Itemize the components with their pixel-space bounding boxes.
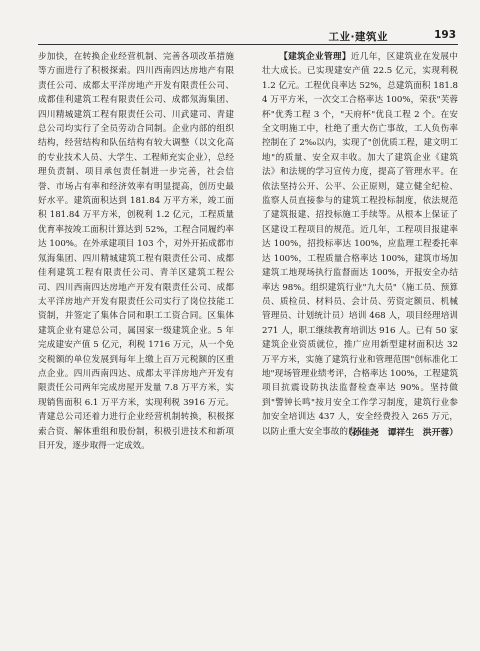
page-number: 193 [434,29,456,41]
right-paragraph [262,50,458,439]
page-header [38,28,458,45]
right-paragraph-text: 近几年，区建筑业在发展中壮大成长。已实现建安产值 22.5 亿元，实现利税 1.2 亿元。工程优良率达 52%，总建筑面积 181.84 万平方米，一次交工合格率达 100%，荣获"芙蓉杯"优秀工程 3 个，"天府杯"优良工程 2 个。在安全文明施工中，杜绝了重大伤亡事故，工人负伤率控制在了 2‰以内，实现了"创优质工程，建文明工地"的质量、安全双丰收。加大了建筑企业《建筑法》和法规的学习宣传力度，提高了管理水平。在依法坚持公开、公平、公正原则，建立健全纪检、监察人员直接参与的建筑工程投标制度，依法规范了建筑报建、招投标施工手续等。从根本上保证了区建设工程项目的规范。近几年，工程项目报建率达 100%，招投标率达 100%，应监理工程委托率达 100%，工程质量合格率达 100%，建筑市场加建筑工地现场执行监督面达 100%，开报安全办结率达 98%。组织建筑行业"九大员"（施工员、预算员、质检员、材料员、会计员、劳资定额员、机械管理员、计划统计员）培训 468 人，项目经理培训 271 人，职工继续教育培训达 916 人。已有 50 家建筑企业资质就位，推广应用新型建材面积达 32 万平方米，实施了建筑行业和管理范围"创标准化工地"现场管理业绩考评，合格率达 100%，工程建筑项目抗震设防执法监督检查率达 90%。坚持做到"警钟长鸣"按月安全工作学习制度，建筑行业参加安全培训达 437 人，安全经费投入 265 万元，以防止重大安全事故的发生。 [262,52,458,437]
right-column [262,50,458,439]
left-paragraph: 步加快，在转换企业经营机制、完善各项改革措施等方面进行了积极探索。四川西南四达房地产有限责任公司、成都太平洋房地产开发有限责任公司、成都佳利建筑工程有限责任公司、成都氖海集团、四川精城建筑工程有限责任公司、川武建司、青建总公司均实行了全员劳动合同制。企业内部的组织结构，经营结构和队伍结构有较大调整（以文化高的专业技术人员、大学生、工程师充实企业），总经理负责制、项目承包责任制进一步完善，社会信誉、市场占有率和经济效率有明显提高，创历史最好水平。建筑面积达到 181.84 万平方米，竣工面积 181.84 万平方米，创税利 1.2 亿元，工程质量优育率按竣工面积计算达到 52%，工程合同履约率达 100%。在外承建项目 103 个，对外开拓成都市氖海集团、四川精城建筑工程有限责任公司、成都佳利建筑工程有限责任公司、青羊区建筑工程公司、四川西南四达房地产开发有限责任公司、成都太平洋房地产开发有限责任公司实行了岗位技能工资制，并签定了集体合同和职工工资合同。区集体建筑企业有建总公司，属国家一级建筑企业。5 年完成建安产值 5 亿元，利税 1716 万元，从一个免交税额的单位发展到每年上缴上百万元税额的区重点企业。四川西南四达、成都太平洋房地产开发有限责任公司两年完成房屋开发量 7.8 万平方米，实现销售面积 6.1 万平方米，实现利税 3916 万元。青建总公司还着力进行企业经营机制转换，积极探索合资、解体重组和股份制，积极引进技术和新项目开发，逐步取得一定成效。 [38,52,234,451]
section-subheading: 【建筑企业管理】 [279,52,351,62]
author-credits: （孙佳尧 谭祥生 洪开蓉） [343,428,458,438]
left-column [38,50,234,453]
section-title: 工业·建筑业 [328,31,388,43]
